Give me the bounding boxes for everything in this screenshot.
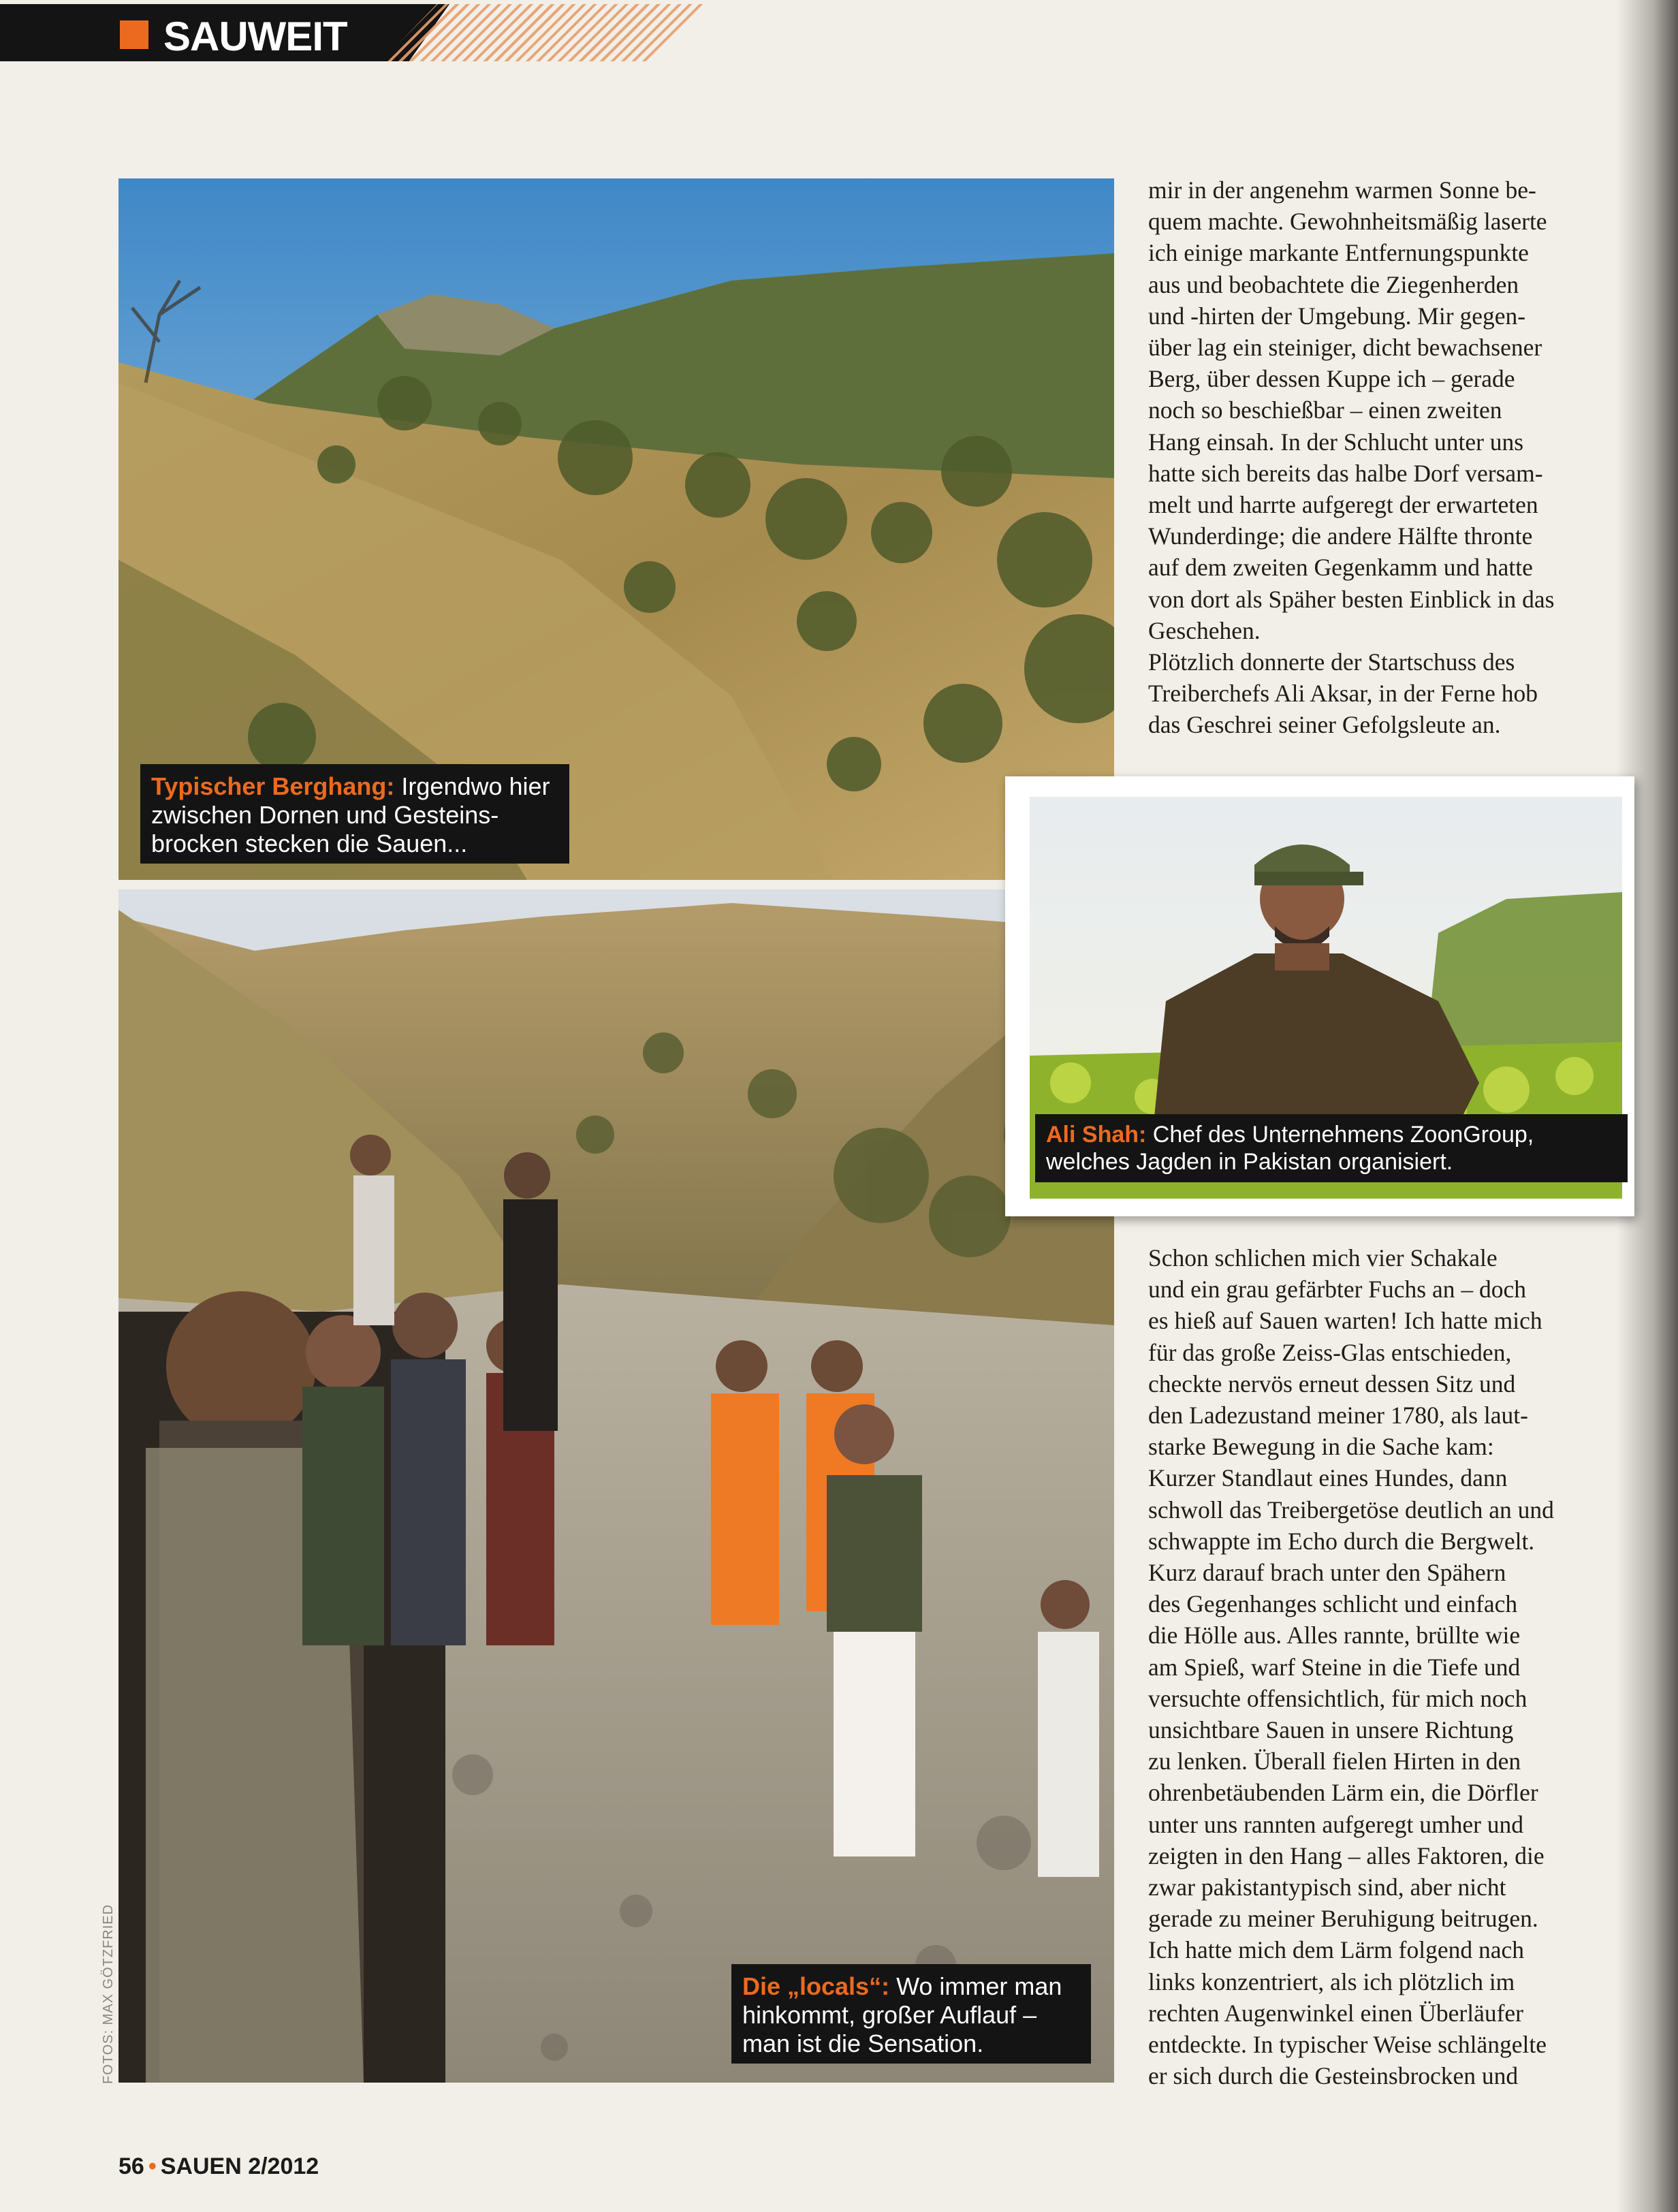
text-line: Hang einsah. In der Schlucht unter uns [1148,428,1524,456]
text-line: unsichtbare Sauen in unsere Richtung [1148,1716,1514,1744]
text-line: zwar pakistantypisch sind, aber nicht [1148,1874,1506,1901]
text-line: am Spieß, warf Steine in die Tiefe und [1148,1653,1521,1681]
text-line: mir in der angenehm warmen Sonne be- [1148,176,1536,204]
text-line: noch so beschießbar – einen zweiten [1148,396,1502,424]
locals-caption [731,1964,1091,2064]
hillside-caption-line1: Irgendwo hier [394,772,550,800]
locals-caption-line1: Wo immer man [889,1972,1062,2000]
header-stripe-decoration [381,4,708,61]
text-line: Wunderdinge; die andere Hälfte thronte [1148,522,1533,550]
hillside-caption [140,764,569,864]
page-number: 56 [118,2153,144,2179]
text-line: er sich durch die Gesteinsbrocken und [1148,2062,1519,2090]
text-line: schwappte im Echo durch die Bergwelt. [1148,1527,1535,1555]
text-line: über lag ein steiniger, dicht bewachsener [1148,334,1542,362]
text-line: melt und harrte aufgeregt der erwarteten [1148,491,1538,519]
text-line: aus und beobachtete die Ziegenherden [1148,270,1519,298]
locals-caption-line2: hinkommt, großer Auflauf – [742,2001,1037,2029]
text-line: quem machte. Gewohnheitsmäßig laserte [1148,208,1547,236]
text-line: zeigten in den Hang – alles Faktoren, die [1148,1842,1545,1869]
text-line: gerade zu meiner Beruhigung beitrugen. [1148,1905,1538,1933]
text-line: Ich hatte mich dem Lärm folgend nach [1148,1936,1525,1964]
text-line: rechten Augenwinkel einen Überläufer [1148,1999,1523,2027]
text-line: die Hölle aus. Alles rannte, brüllte wie [1148,1622,1521,1649]
text-line: auf dem zweiten Gegenkamm und hatte [1148,554,1533,582]
text-line: links konzentriert, als ich plötzlich im [1148,1968,1515,1995]
text-line: Plötzlich donnerte der Startschuss des [1148,648,1515,676]
portrait-caption-line2: welches Jagden in Pakistan organisiert. [1046,1149,1453,1175]
text-line: von dort als Späher besten Einblick in das [1148,585,1555,613]
text-line: Treiberchefs Ali Aksar, in der Ferne hob [1148,680,1538,708]
body-text-column-upper [1148,174,1625,741]
locals-caption-lead: Die „locals“: [742,1972,890,2000]
text-line: den Ladezustand meiner 1780, als laut- [1148,1402,1528,1429]
photo-credit: FOTOS: MAX GÖTZFRIED [101,1903,116,2084]
text-line: und -hirten der Umgebung. Mir gegen- [1148,302,1526,330]
locals-photo [118,889,1114,2083]
text-line: und ein grau gefärbter Fuchs an – doch [1148,1276,1526,1304]
text-line: das Geschrei seiner Gefolgsleute an. [1148,711,1501,739]
section-marker-square [120,20,148,49]
text-line: für das große Zeiss-Glas entschieden, [1148,1338,1512,1366]
text-line: unter uns rannten aufgeregt umher und [1148,1810,1524,1838]
text-line: entdeckte. In typischer Weise schlängelte [1148,2031,1547,2059]
body-text-column-lower [1148,1242,1625,2091]
text-line: Geschehen. [1148,616,1261,644]
text-line: Kurz darauf brach unter den Spähern [1148,1559,1506,1587]
hillside-caption-line2: zwischen Dornen und Gesteins- [151,801,499,829]
text-line: Berg, über dessen Kuppe ich – gerade [1148,365,1515,393]
text-line: es hieß auf Sauen warten! Ich hatte mich [1148,1307,1542,1335]
text-line: schwoll das Treibergetöse deutlich an und [1148,1496,1554,1523]
locals-caption-line3: man ist die Sensation. [742,2029,984,2057]
publication-issue: SAUEN 2/2012 [160,2153,319,2179]
portrait-caption-line1: Chef des Unternehmens ZoonGroup, [1146,1122,1534,1148]
hillside-caption-line3: brocken stecken die Sauen... [151,830,468,857]
text-line: checkte nervös erneut dessen Sitz und [1148,1370,1516,1397]
text-line: Schon schlichen mich vier Schakale [1148,1244,1498,1271]
text-line: versuchte offensichtlich, für mich noch [1148,1684,1527,1712]
portrait-caption-lead: Ali Shah: [1046,1122,1147,1148]
text-line: starke Bewegung in die Sache kam: [1148,1433,1494,1461]
text-line: des Gegenhanges schlicht und einfach [1148,1590,1518,1618]
folio-separator-dot: • [148,2153,157,2179]
text-line: ohrenbetäubenden Lärm ein, die Dörfler [1148,1779,1538,1807]
page-footer [118,2153,319,2180]
text-line: Kurzer Standlaut eines Hundes, dann [1148,1464,1508,1492]
section-title: SAUWEIT [163,14,347,59]
hillside-caption-lead: Typischer Berghang: [151,772,395,800]
text-line: hatte sich bereits das halbe Dorf versam- [1148,459,1543,487]
portrait-caption [1035,1114,1628,1182]
text-line: ich einige markante Entfernungspunkte [1148,239,1529,267]
text-line: zu lenken. Überall fielen Hirten in den [1148,1748,1521,1775]
